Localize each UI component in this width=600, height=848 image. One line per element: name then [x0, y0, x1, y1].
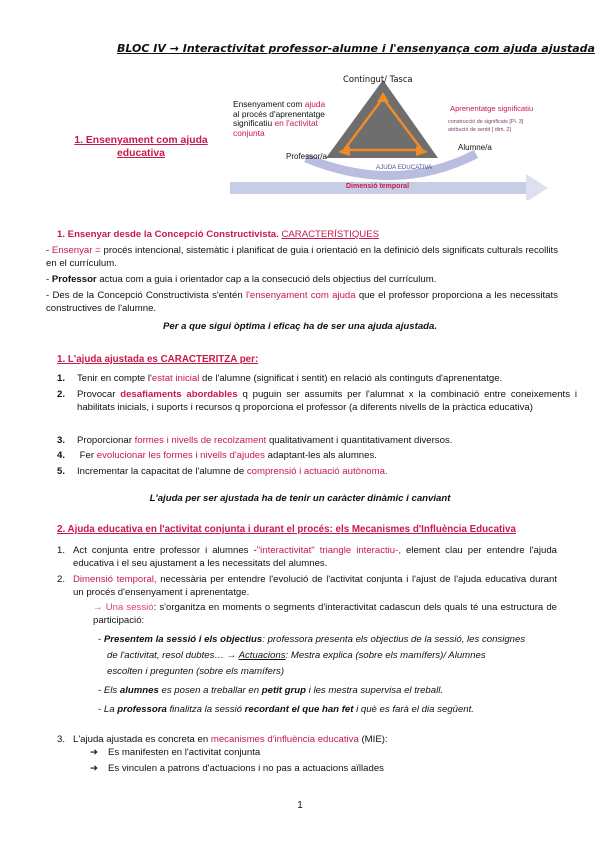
item-term: formes i nivells de recolzament	[134, 435, 267, 446]
section1-heading-text: 1. Ensenyar desde la Concepció Constructivista.	[57, 229, 279, 240]
item-number: 2.	[57, 389, 66, 400]
item3-post: (MIE):	[358, 734, 388, 745]
item2-term: Dimensió temporal,	[73, 574, 157, 585]
item-pre: Proporcionar	[77, 435, 135, 446]
interactive-triangle-diagram	[226, 70, 576, 200]
left-line-3-plain: significatiu	[233, 118, 275, 129]
item-number: 3.	[57, 734, 66, 745]
item-pre: Incrementar la capacitat de l'alumne de	[77, 466, 247, 477]
section3-bullet1	[98, 632, 525, 681]
bullet2-b2: petit grup	[261, 685, 306, 696]
intro-title	[66, 134, 216, 160]
section3-heading: 2. Ajuda educativa en l'activitat conjunta i durant el procés: els Mecanismes d'Influència Educativa	[57, 524, 516, 535]
left-line-4: conjunta	[233, 127, 265, 138]
item-post: de l'alumne (significat i sentit) en relació als continguts d'aprenentatge.	[199, 373, 503, 384]
right-sub2: atribució de sentit [ dim. 2]	[448, 127, 511, 133]
arrow-right-icon: ➔	[90, 747, 99, 758]
section2-item3	[57, 434, 452, 447]
item-pre: Tenir en compte l'	[77, 373, 152, 384]
arc-label: AJUDA EDUCATIVA	[376, 164, 433, 171]
section2-closing: L'ajuda per ser ajustada ha de tenir un caràcter dinàmic i canviant	[149, 493, 451, 504]
dash: -	[98, 634, 104, 645]
sessio-text: : s'organitza en moments o segments d'interactivitat cadascun dels quals té una estructura de participació:	[93, 602, 557, 627]
bullet1-actuacions: Actuacions	[238, 650, 286, 662]
intro-title-line2: educativa	[117, 148, 165, 159]
item-term: evolucionar les formes i nivells d'ajudes	[96, 450, 265, 461]
right-title: Aprenentatge significatiu	[450, 104, 534, 113]
item2-term: Professor	[51, 274, 97, 285]
item-pre: Provocar	[77, 389, 121, 400]
page-number: 1	[297, 800, 303, 811]
item-term: estat inicial	[151, 373, 200, 384]
dash: -	[46, 290, 53, 301]
dimension-label: Dimensió temporal	[346, 183, 410, 190]
item-number: 4.	[57, 450, 66, 461]
section3-bullet3	[98, 703, 474, 716]
item2-text: actua com a guia i orientador cap a la consecució dels objectius del currículum.	[96, 274, 437, 285]
item-post: qualitativament i quantitativament diversos.	[266, 435, 453, 446]
item3-term: mecanismes d'influència educativa	[210, 734, 359, 745]
item-number: 5.	[57, 466, 66, 477]
bullet1-line2	[98, 648, 525, 664]
bullet1-line1	[98, 632, 525, 648]
section1-heading	[57, 228, 379, 241]
item3-pre: Des de la Concepció Constructivista s'entén	[52, 290, 246, 301]
bullet1-text1: : professora presenta els objectius de la sessió, les consignes	[262, 634, 526, 645]
section3-sessio	[93, 601, 557, 627]
sub1-text: Es manifesten en l'activitat conjunta	[108, 747, 261, 758]
section1-item2	[46, 273, 436, 286]
dash: -	[46, 245, 52, 256]
bullet1-text2: de l'activitat, resol dubtes… →	[107, 650, 239, 662]
item-number: 1.	[57, 373, 66, 384]
section1-item3	[46, 289, 558, 315]
page-title: BLOC IV → Interactivitat professor-alumne i l'ensenyança com ajuda ajustada	[117, 42, 595, 55]
item2-post: necessària per entendre l'evolució de l'activitat conjunta i l'ajust de l'ajuda educativa durant un procés d'ensenyament i aprenentatge.	[73, 574, 557, 599]
item1-post: element clau per entendre l'ajuda educativa i el seu ajustament a les necessitats del alumnes.	[73, 545, 558, 570]
section1-closing: Per a que sigui òptima i eficaç ha de ser una ajuda ajustada.	[162, 321, 438, 332]
item1-term: Ensenyar =	[51, 245, 101, 256]
item-post: adaptant-les als alumnes.	[264, 450, 377, 461]
bullet2-mid: es posen a treballar en	[158, 685, 262, 696]
bullet2-pre: Els	[103, 685, 120, 696]
section2-item2	[57, 388, 577, 414]
sub2-text: Es vinculen a patrons d'actuacions i no pas a actuacions aïllades	[108, 763, 384, 774]
bullet1-line3: escolten i pregunten (sobre els mamífers)	[107, 666, 285, 678]
diagram-left-text	[233, 100, 325, 138]
section3-item1	[57, 544, 557, 570]
right-subtext	[448, 118, 523, 134]
bullet3-b2: recordant el que han fet	[244, 704, 354, 715]
section1-heading-tag: CARACTERÍSTIQUES	[281, 229, 380, 240]
right-sub1: construcció de significats [Pl. 3]	[448, 119, 524, 125]
section2-heading: 1. L'ajuda ajustada es CARACTERITZA per:	[57, 354, 259, 365]
bullet3-post: i què es farà el dia següent.	[353, 704, 474, 715]
section2-item5	[57, 465, 388, 478]
section3-bullet2	[98, 684, 443, 697]
section3-item2	[57, 573, 557, 599]
item3-post: que el professor proporciona a les necessitats constructives de l'alumne.	[46, 290, 558, 315]
item-number: 2.	[57, 574, 66, 585]
bullet3-b1: professora	[117, 704, 167, 715]
item-term: comprensió i actuació autònoma.	[246, 466, 388, 477]
section3-sub2	[90, 762, 384, 775]
item-pre: Fer	[77, 450, 97, 461]
top-label: Contingut/ Tasca	[343, 74, 413, 84]
bullet1-text3: : Mestra explica (sobre els mamífers)/ Alumnes	[285, 650, 486, 662]
intro-title-line1: 1. Ensenyament com ajuda	[74, 135, 208, 146]
item1-term: "interactivitat" triangle interactiu-,	[256, 545, 401, 556]
bullet3-mid: finalitza la sessió	[166, 704, 245, 715]
dash: -	[98, 704, 104, 715]
item3-term: l'ensenyament com ajuda	[245, 290, 356, 301]
left-line-2: al procés d'aprenentatge	[233, 108, 325, 119]
left-line-1-plain: Ensenyament com	[233, 99, 305, 109]
alumne-label: Alumne/a	[458, 143, 492, 152]
dash: -	[98, 685, 104, 696]
item1-pre: Act conjunta entre professor i alumnes -	[73, 545, 257, 556]
bullet3-pre: La	[103, 704, 118, 715]
section1-item1	[46, 244, 558, 270]
item3-pre: L'ajuda ajustada es concreta en	[73, 734, 211, 745]
bullet1-term: Presentem la sessió i els objectius	[103, 634, 263, 645]
item-number: 1.	[57, 545, 66, 556]
section2-item4	[57, 449, 377, 462]
bullet2-b1: alumnes	[119, 685, 159, 696]
section3-item3	[57, 733, 388, 746]
professor-label: Professor/a	[286, 152, 327, 161]
left-line-1-red: ajuda	[304, 99, 326, 109]
item-number: 3.	[57, 435, 66, 446]
item1-text: procés intencional, sistemàtic i planificat de guia i orientació en la definició dels significats culturals recollits en el currículum.	[46, 245, 558, 270]
section2-item1	[57, 372, 502, 385]
sessio-arrow: → Una sessió	[93, 602, 154, 613]
left-line-3-red: en l'activitat	[274, 118, 318, 129]
item-post: q puguin ser assumits per l'alumnat x la combinació entre coneixements i habilitats inicials, i suports i recursos q proporciona el professor (a diferents nivells de la pràctica educativa)	[77, 389, 577, 414]
triangle-shape	[326, 80, 438, 158]
section3-sub1	[90, 746, 260, 759]
bullet2-post: i les mestra supervisa el treball.	[305, 685, 444, 696]
dash: -	[46, 274, 52, 285]
item-term: desafiaments abordables	[120, 389, 238, 400]
arrow-right-icon: ➔	[90, 763, 99, 774]
